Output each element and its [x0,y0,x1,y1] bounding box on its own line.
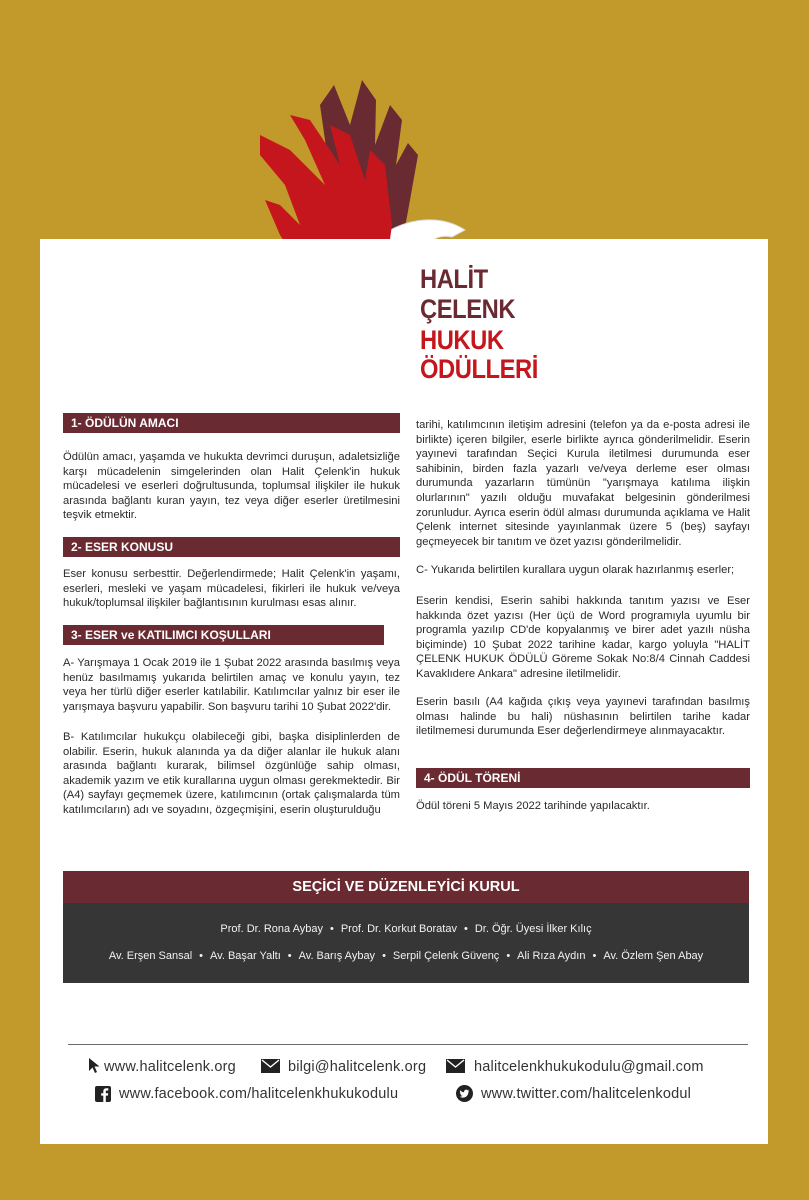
committee-member: Dr. Öğr. Üyesi İlker Kılıç [474,923,592,935]
website-link[interactable]: www.halitcelenk.org [104,1059,236,1075]
committee-member: Av. Özlem Şen Abay [603,950,704,962]
section-1-body: Ödülün amacı, yaşamda ve hukukta devrimci duruşun, adaletsizliğe karşı mücadelenin simgelerinden olan Halit Çelenk'in hukuk mücadelesi ve eserleri doğrultusunda, toplumsal ilişkiler ile hukuk arasında bağlantı kuran yayın, tez veya diğer eserler üretilmesini teşvik etmektir. [63,451,400,522]
twitter-link[interactable]: www.twitter.com/halitcelenkodul [481,1086,692,1102]
committee-row-1 [63,923,749,935]
section-3-b-continued: tarihi, katılımcının iletişim adresini (telefon ya da e-posta adresi ile birlikte) içeren bilgiler, eserle birlikte ayrıca gönderilmelidir. Eserin yayınevi tarafından Seçici Kurula iletilmesi durumunda eser sahibinin, birden fazla yazarlı ve/veya derleme eser olması durumunda yazarların tümünün "yarışmaya katılıma ilişkin olurlarının" yazılı olduğu muvafakat belgesinin gönderilmesi zorunludur. Ayrıca eserin ödül alması durumunda açıklama ve Halit Çelenk internet sitesinde yayınlanmak üzere 5 (beş) sayfayı geçmeyecek bir tanıtım ve özet yazısı gönderilmelidir. [416,419,750,548]
section-2-body: Eser konusu serbesttir. Değerlendirmede; Halit Çelenk'in yaşamı, eserleri, mesleki ve yaşam mücadelesi, fikirleri ile hukuk ve/veya hukuk/toplumsal ilişkiler bağlantısının kurulması esas alınır. [63,568,400,610]
section-4-body: Ödül töreni 5 Mayıs 2022 tarihinde yapılacaktır. [416,800,650,812]
section-3-c: C- Yukarıda belirtilen kurallara uygun olarak hazırlanmış eserler; [416,564,735,576]
email-link-gmail[interactable]: halitcelenkhukukodulu@gmail.com [474,1059,704,1075]
separator: • [382,950,386,962]
separator: • [506,950,511,962]
cursor-icon [88,1057,101,1074]
footer-divider [68,1044,748,1045]
separator: • [199,950,204,962]
committee-member: Prof. Dr. Rona Aybay [220,923,323,935]
separator: • [592,950,597,962]
mail-icon [446,1059,465,1073]
committee-member: Ali Rıza Aydın [517,950,586,962]
section-1-title: 1- ÖDÜLÜN AMACI [63,413,400,433]
committee-member: Serpil Çelenk Güvenç [392,950,500,962]
section-3-a: A- Yarışmaya 1 Ocak 2019 ile 1 Şubat 2022 arasında basılmış veya henüz basılmamış yukarıda belirtilen amaç ve konulu yayın, tez veya her türlü diğer eserler katılabilir. Katılımcılar yalnız bir eser ile yarışmaya başvuru yapabilir. Son başvuru tarihi 10 Şubat 2022'dir. [63,657,400,713]
email-link-info[interactable]: bilgi@halitcelenk.org [288,1059,427,1075]
committee-title: SEÇİCİ VE DÜZENLEYİCİ KURUL [63,871,749,903]
section-3-c-2: Eserin basılı (A4 kağıda çıkış veya yayınevi tarafından basılmış olması halinde bu hali) nüshasının belirtilen tarihe kadar iletilmemesi durumunda Eser değerlendirmeye alınmayacaktır. [416,696,750,738]
committee-members [63,903,749,983]
brand-line-halit: HALİT [420,264,488,294]
section-3-c-1: Eserin kendisi, Eserin sahibi hakkında tanıtım yazısı ve Eser hakkında özet yazısı (Her üçü de Word programıyla uyumlu bir programla yazılıp CD'de kopyalanmış ve birer adet yazılı nüsha biçiminde) 10 Şubat 2022 tarihine kadar, kargo yoluyla "HALİT ÇELENK HUKUK ÖDÜLÜ Göreme Sokak No:8/4 Cinnah Caddesi Kavaklıdere Ankara" adresine iletilmelidir. [416,595,750,680]
twitter-icon [456,1085,473,1102]
brand-line-hukuk: HUKUK [420,325,504,355]
committee-row-2 [63,950,749,962]
separator: • [287,950,292,962]
section-4-title: 4- ÖDÜL TÖRENİ [416,768,750,788]
separator: • [329,923,334,935]
brand-line-celenk: ÇELENK [420,294,516,324]
section-3-b: B- Katılımcılar hukukçu olabileceği gibi, başka disiplinlerden de olabilir. Eserin, hukuk alanında ya da diğer alanlar ile hukuk alanı arasında bağlantı kurarak, bilimsel özgünlüğe sahip olması, akademik yazım ve etik kurallarına uygun olması gerekmektedir. Bir (A4) sayfayı geçmemek üzere, katılımcının (ortak çalışmalarda tüm katılımcıların) adı ve soyadını, özgeçmişini, eserin oluşturulduğu [63,731,400,816]
facebook-link[interactable]: www.facebook.com/halitcelenkhukukodulu [119,1086,399,1102]
brand-line-odulleri: ÖDÜLLERİ [420,354,538,384]
committee-member: Prof. Dr. Korkut Boratav [340,923,457,935]
section-3-title: 3- ESER ve KATILIMCI KOŞULLARI [63,625,384,645]
committee-member: Av. Başar Yaltı [210,950,281,962]
mail-icon [261,1059,280,1073]
section-2-title: 2- ESER KONUSU [63,537,400,557]
facebook-icon [95,1086,111,1102]
committee-member: Av. Barış Aybay [298,950,376,962]
committee-member: Av. Erşen Sansal [108,950,193,962]
separator: • [463,923,468,935]
